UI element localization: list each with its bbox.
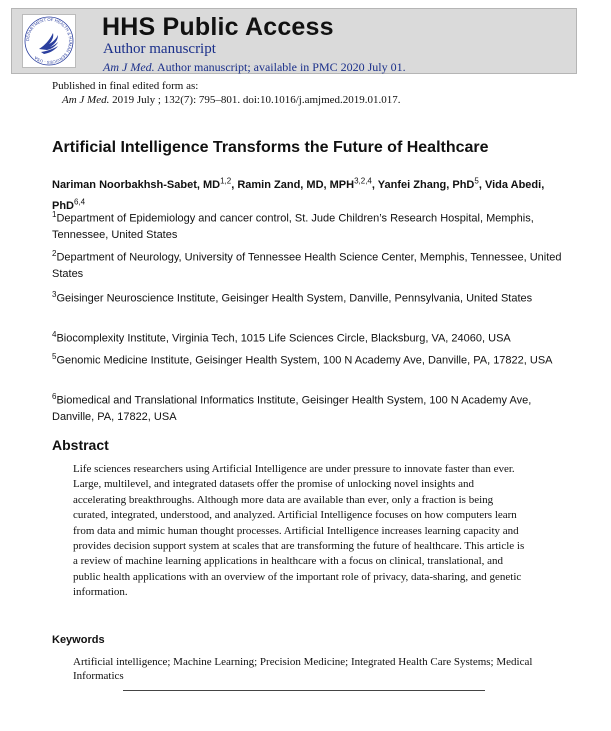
abstract-text: Life sciences researchers using Artificial Intelligence are under pressure to innovate faster than ever. Large, multilevel, and integrated datasets offer the promise of unlocking novel insights and accelerating breakthroughs. Although more data are available than ever, only a fraction is being curated, integrated, understood, and analyzed. Artificial Intelligence focuses on how computers learn from data and mimic human thought processes. Artificial Intelligence increases learning capacity and provides decision support system at scales that are transforming the future of healthcare. This article is a review of machine learning applications in healthcare with a focus on clinical, translational, and public health applications with an overview of the important role of privacy, data-sharing, and genetic information.: [73, 463, 525, 599]
eagle-icon: [39, 33, 58, 54]
author: Vida Abedi, PhD$^{6,4}$: [52, 178, 545, 213]
banner-availability-text: Author manuscript; available in PMC 2020 July 01.: [157, 60, 406, 74]
hhs-eagle-seal-icon: [23, 15, 75, 67]
affiliation-1: $^1$Department of Epidemiology and cancer control, St. Jude Children’s Research Hospital, Memphis, Tennessee, United States: [52, 210, 534, 241]
citation-journal: Am J Med.: [62, 94, 110, 106]
banner-journal: Am J Med.: [103, 60, 155, 74]
citation-details: 2019 July ; 132(7): 795–801. doi:10.1016/j.amjmed.2019.01.017.: [112, 94, 401, 106]
divider-rule: [123, 690, 485, 691]
affiliation-2: $^2$Department of Neurology, University of Tennessee Health Science Center, Memphis, Tennessee, United States: [52, 249, 562, 280]
abstract-heading: Abstract: [52, 437, 109, 453]
author: Nariman Noorbakhsh-Sabet, MD$^{1,2}$,: [52, 176, 238, 191]
article-title: Artificial Intelligence Transforms the Future of Healthcare: [52, 139, 489, 156]
logo-ring-text: DEPARTMENT OF HEALTH & HUMAN SERVICES · USA: [24, 16, 74, 66]
banner-subtitle: Author manuscript: [103, 41, 216, 57]
banner-title: HHS Public Access: [102, 13, 334, 41]
author: Ramin Zand, MD, MPH$^{3,2,4}$,: [237, 176, 378, 191]
affiliation-4: $^4$Biocomplexity Institute, Virginia Tech, 1015 Life Sciences Circle, Blacksburg, VA, 24060, USA: [52, 330, 511, 345]
affiliation-3: $^3$Geisinger Neuroscience Institute, Geisinger Health System, Danville, Pennsylvania, United States: [52, 290, 533, 305]
keywords-text: Artificial intelligence; Machine Learning; Precision Medicine; Integrated Health Care Systems; Medical Informatics: [73, 656, 533, 682]
keywords-heading: Keywords: [52, 634, 105, 646]
author: Yanfei Zhang, PhD$^5$,: [377, 176, 485, 191]
hhs-logo: [22, 14, 76, 68]
hhs-banner: [11, 8, 577, 74]
affiliation-5: $^5$Genomic Medicine Institute, Geisinger Health System, 100 N Academy Ave, Danville, PA, 17822, USA: [52, 352, 553, 367]
banner-availability: [103, 60, 406, 75]
published-in-label: Published in final edited form as:: [52, 80, 199, 92]
citation: [62, 94, 401, 106]
affiliation-6: $^6$Biomedical and Translational Informatics Institute, Geisinger Health System, 100 N Academy Ave, Danville, PA, 17822, USA: [52, 392, 532, 423]
